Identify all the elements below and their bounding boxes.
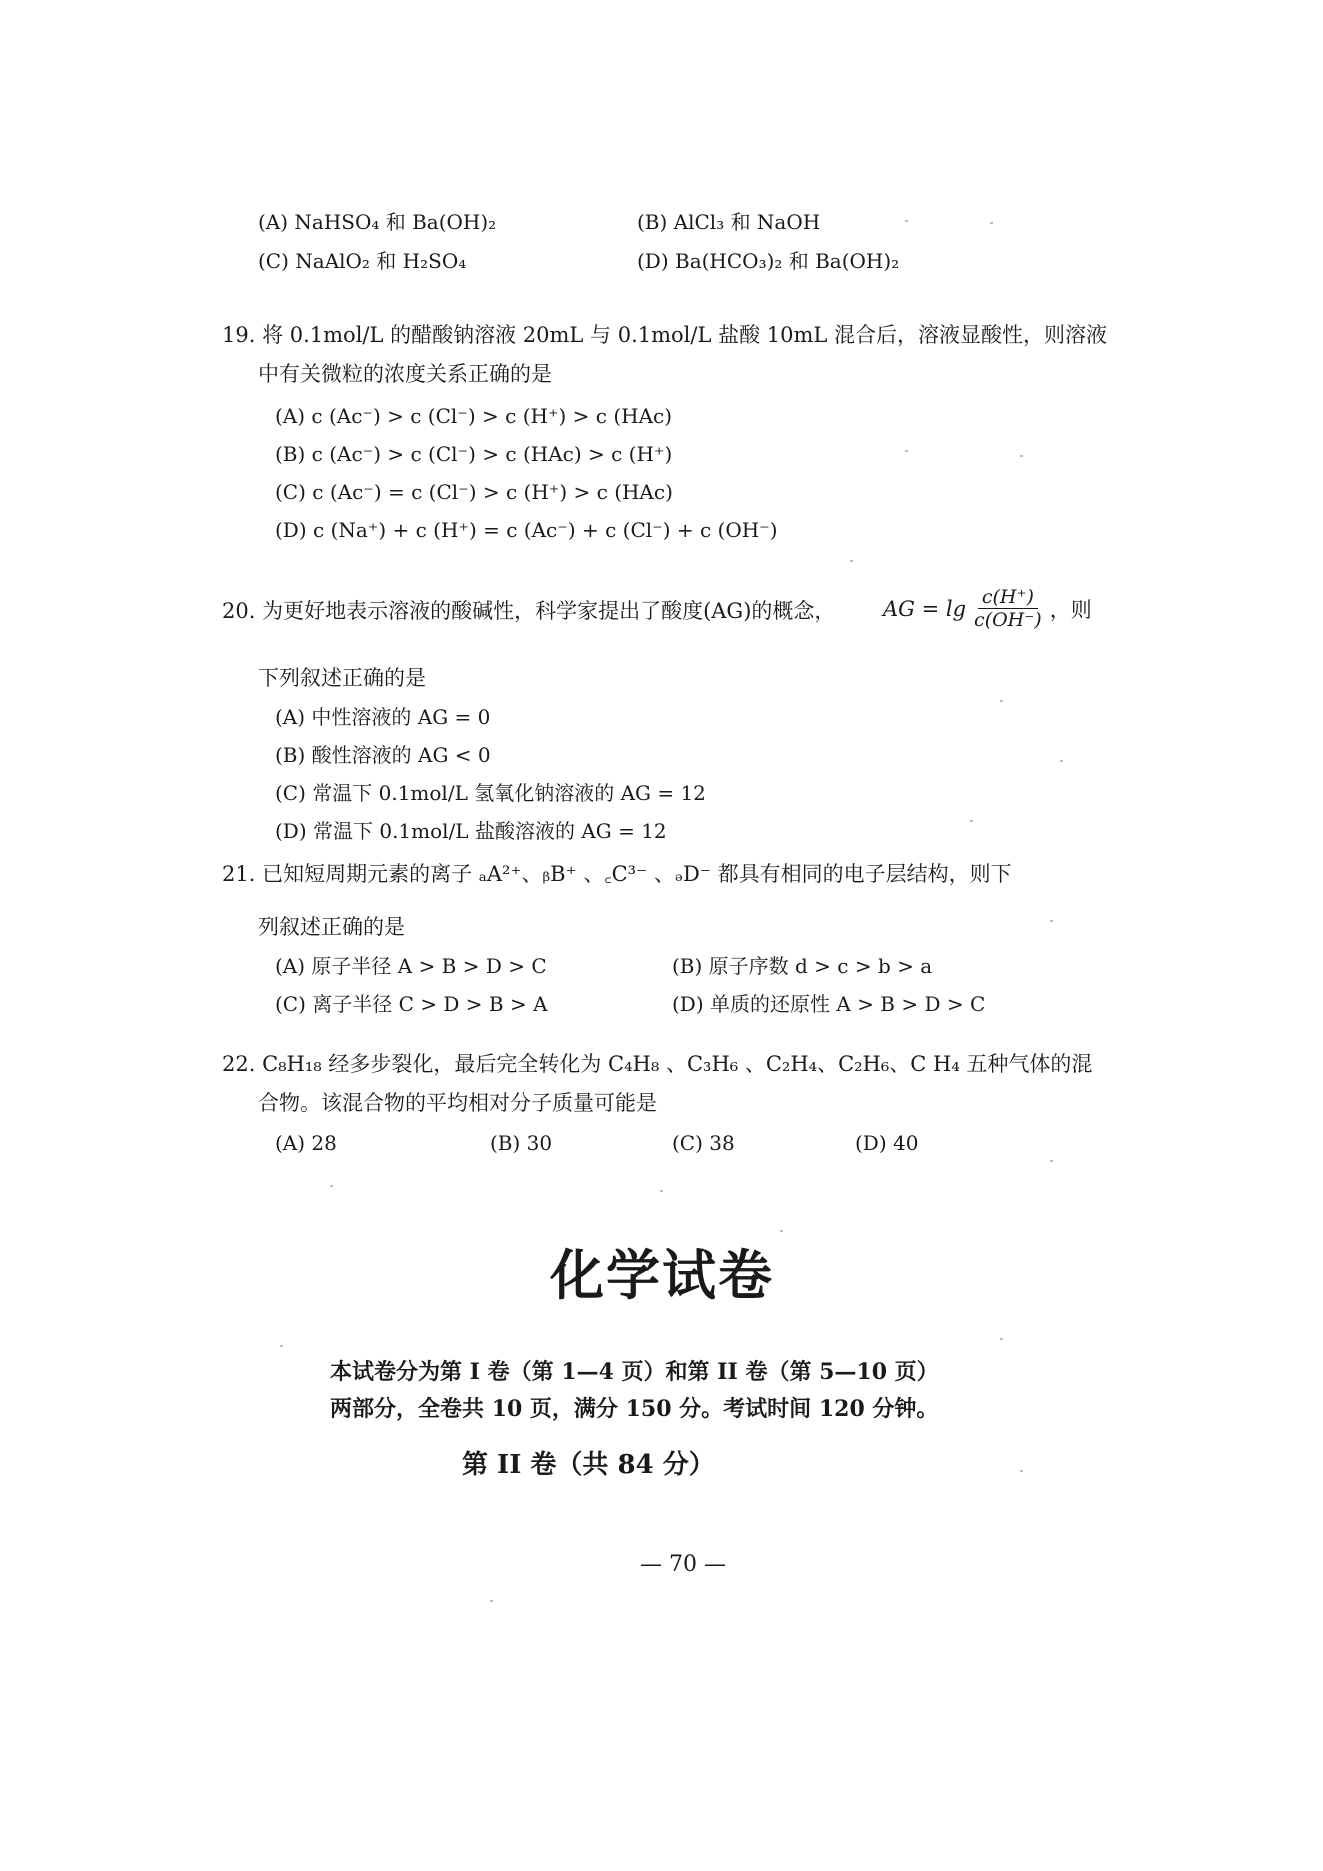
scan-speck	[905, 220, 908, 222]
scan-speck	[1050, 920, 1053, 922]
page-number: — 70 —	[640, 1552, 726, 1577]
q22-option-b: (B) 30	[490, 1131, 553, 1155]
scan-speck	[280, 1345, 283, 1347]
formula-denominator: c(OH⁻)	[974, 609, 1042, 631]
formula-lhs: AG = lg	[883, 596, 967, 621]
q21-option-b: (B) 原子序数 d > c > b > a	[672, 954, 933, 978]
scan-speck	[1060, 760, 1063, 762]
scan-speck	[490, 1600, 493, 1602]
scan-speck	[1000, 700, 1003, 702]
scan-speck	[850, 560, 853, 562]
q20-option-b: (B) 酸性溶液的 AG < 0	[275, 743, 491, 767]
q19-option-d: (D) c (Na⁺) + c (H⁺) = c (Ac⁻) + c (Cl⁻) + c (OH⁻)	[275, 518, 778, 542]
scan-speck	[780, 1230, 783, 1232]
q20-stem-line2: 下列叙述正确的是	[258, 666, 426, 690]
q19-option-c: (C) c (Ac⁻) = c (Cl⁻) > c (H⁺) > c (HAc)	[275, 480, 673, 504]
q20-option-c: (C) 常温下 0.1mol/L 氢氧化钠溶液的 AG = 12	[275, 781, 706, 805]
q22-stem-line2: 合物。该混合物的平均相对分子质量可能是	[258, 1091, 657, 1115]
scan-speck	[905, 450, 908, 452]
scan-speck	[1050, 1160, 1053, 1162]
formula-numerator: c(H⁺)	[978, 586, 1038, 609]
scan-speck	[990, 222, 993, 224]
scan-speck	[660, 1190, 663, 1192]
q20-option-a: (A) 中性溶液的 AG = 0	[275, 705, 491, 729]
q19-stem-line2: 中有关微粒的浓度关系正确的是	[258, 362, 552, 386]
q18-option-b: (B) AlCl₃ 和 NaOH	[637, 210, 821, 234]
scan-speck	[1000, 1338, 1003, 1340]
q18-option-c: (C) NaAlO₂ 和 H₂SO₄	[258, 249, 467, 273]
q21-stem-line1: 21. 已知短周期元素的离子 ₐA²⁺、ᵦB⁺ 、꜀C³⁻ 、ₔD⁻ 都具有相同的电子层结构，则下	[222, 862, 1012, 886]
q22-option-c: (C) 38	[672, 1131, 735, 1155]
q20-stem-line1: 20. 为更好地表示溶液的酸碱性，科学家提出了酸度(AG)的概念，	[222, 599, 836, 623]
q19-stem-line1: 19. 将 0.1mol/L 的醋酸钠溶液 20mL 与 0.1mol/L 盐酸 10mL 混合后，溶液显酸性，则溶液	[222, 323, 1108, 347]
section-heading: 第 II 卷（共 84 分）	[462, 1450, 715, 1480]
page-title: 化学试卷	[550, 1243, 774, 1307]
q19-option-b: (B) c (Ac⁻) > c (Cl⁻) > c (HAc) > c (H⁺)	[275, 442, 673, 466]
formula-fraction	[970, 586, 1046, 631]
q21-option-c: (C) 离子半径 C > D > B > A	[275, 992, 548, 1016]
q22-option-d: (D) 40	[855, 1131, 919, 1155]
formula-tail: ，则	[1049, 597, 1092, 622]
q21-stem-line2: 列叙述正确的是	[258, 915, 405, 939]
scan-speck	[1020, 1470, 1023, 1472]
q19-option-a: (A) c (Ac⁻) > c (Cl⁻) > c (H⁺) > c (HAc)	[275, 404, 673, 428]
q18-option-d: (D) Ba(HCO₃)₂ 和 Ba(OH)₂	[637, 249, 900, 273]
ag-formula	[883, 586, 1092, 631]
q22-stem-line1: 22. C₈H₁₈ 经多步裂化，最后完全转化为 C₄H₈ 、C₃H₆ 、C₂H₄、C₂H₆、C H₄ 五种气体的混	[222, 1052, 1093, 1076]
scan-speck	[970, 820, 973, 822]
scan-speck	[1020, 455, 1023, 457]
q22-option-a: (A) 28	[275, 1131, 337, 1155]
q21-option-d: (D) 单质的还原性 A > B > D > C	[672, 992, 986, 1016]
q20-option-d: (D) 常温下 0.1mol/L 盐酸溶液的 AG = 12	[275, 819, 667, 843]
scan-speck	[330, 1185, 333, 1187]
intro-line2: 两部分，全卷共 10 页，满分 150 分。考试时间 120 分钟。	[330, 1396, 939, 1422]
q21-option-a: (A) 原子半径 A > B > D > C	[275, 954, 547, 978]
intro-line1: 本试卷分为第 I 卷（第 1—4 页）和第 II 卷（第 5—10 页）	[330, 1359, 939, 1385]
q18-option-a: (A) NaHSO₄ 和 Ba(OH)₂	[258, 210, 497, 234]
